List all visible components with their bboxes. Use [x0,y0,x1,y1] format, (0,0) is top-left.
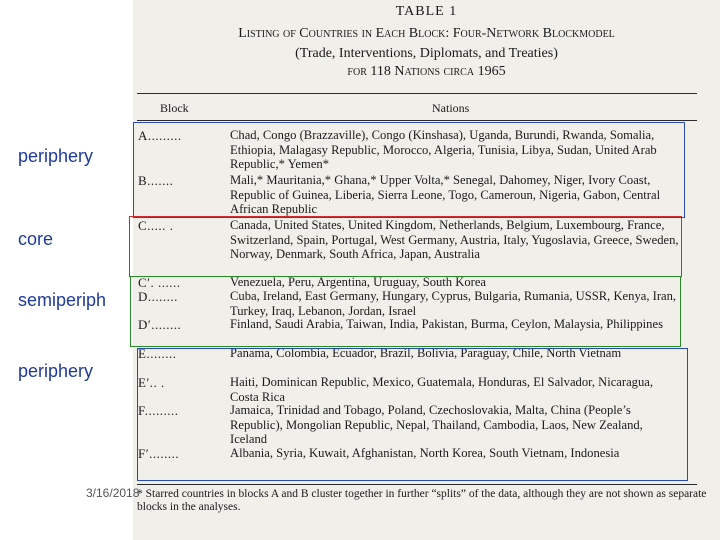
block-code: B....... [138,173,174,188]
column-header-block: Block [160,101,189,115]
block-nations: Albania, Syria, Kuwait, Afghanistan, North Korea, South Vietnam, Indonesia [230,446,620,460]
block-nations: Finland, Saudi Arabia, Taiwan, India, Pakistan, Burma, Ceylon, Malaysia, Philippines [230,317,663,331]
block-code: D′........ [138,317,182,332]
label-semiperiphery: semiperiph [18,290,107,310]
column-header-nations: Nations [432,101,470,115]
label-core: core [18,229,54,249]
header-rule-bottom [137,120,697,121]
block-code: C′. ...... [138,275,181,290]
block-code: E........ [138,346,177,361]
block-code: E′.. . [138,375,165,390]
periphery-box-bottom [137,348,688,481]
block-code: D........ [138,289,178,304]
core-box [129,216,682,277]
table-subtitle-2: for 118 Nations circa 1965 [347,64,506,79]
block-nations: Mali,* Mauritania,* Ghana,* Upper Volta,* Senegal, Dahomey, Niger, Ivory Coast, Republic of Guinea, Liberia, Sierra Leone, Togo, Cameroun, Nigeria, Gabon, Central African Republic [230,173,661,217]
table-footnote: * Starred countries in blocks A and B cluster together in further “splits” of the data, although they are not shown as separate blocks in the analyses. [137,488,707,513]
block-nations: Haiti, Dominican Republic, Mexico, Guatemala, Honduras, El Salvador, Nicaragua, Costa Rica [230,375,654,404]
label-periphery-top: periphery [18,146,94,166]
table-title: Listing of Countries in Each Block: Four-Network Blockmodel [238,26,615,41]
block-code: C..... . [138,218,174,233]
slide-date: 3/16/2018 [86,486,140,500]
table-subtitle: (Trade, Interventions, Diplomats, and Treaties) [295,46,558,61]
slide-left-margin [0,0,133,540]
block-nations: Panama, Colombia, Ecuador, Brazil, Bolivia, Paraguay, Chile, North Vietnam [230,346,622,360]
label-periphery-bottom: periphery [18,361,94,381]
block-nations: Chad, Congo (Brazzaville), Congo (Kinshasa), Uganda, Burundi, Rwanda, Somalia, Ethiopia, Malagasy Republic, Morocco, Algeria, Tunisia, Libya, Sudan, United Arab Republic,* Yemen* [230,128,657,172]
semiperiphery-box [130,276,681,347]
table-number: TABLE 1 [395,4,458,19]
header-rule-top [137,93,697,94]
block-nations: Canada, United States, United Kingdom, Netherlands, Belgium, Luxembourg, France, Switzerland, Spain, Portugal, West Germany, Austria, Italy, Yugoslavia, Greece, Sweden, Norway, Denmark, South Africa, Japan, Australia [230,218,679,262]
block-nations: Cuba, Ireland, East Germany, Hungary, Cyprus, Bulgaria, Rumania, USSR, Kenya, Iran, Turkey, Iraq, Lebanon, Jordan, Israel [230,289,677,318]
block-nations: Venezuela, Peru, Argentina, Uruguay, South Korea [230,275,486,289]
footnote-rule [137,484,697,485]
periphery-box-top [133,122,685,218]
block-code: A......... [138,128,182,143]
block-code: F′........ [138,446,180,461]
block-code: F......... [138,403,179,418]
block-nations: Jamaica, Trinidad and Tobago, Poland, Czechoslovakia, Malta, China (People’s Republic), Mongolian Republic, Nepal, Thailand, Cambodia, Laos, New Zealand, Iceland [230,403,643,447]
